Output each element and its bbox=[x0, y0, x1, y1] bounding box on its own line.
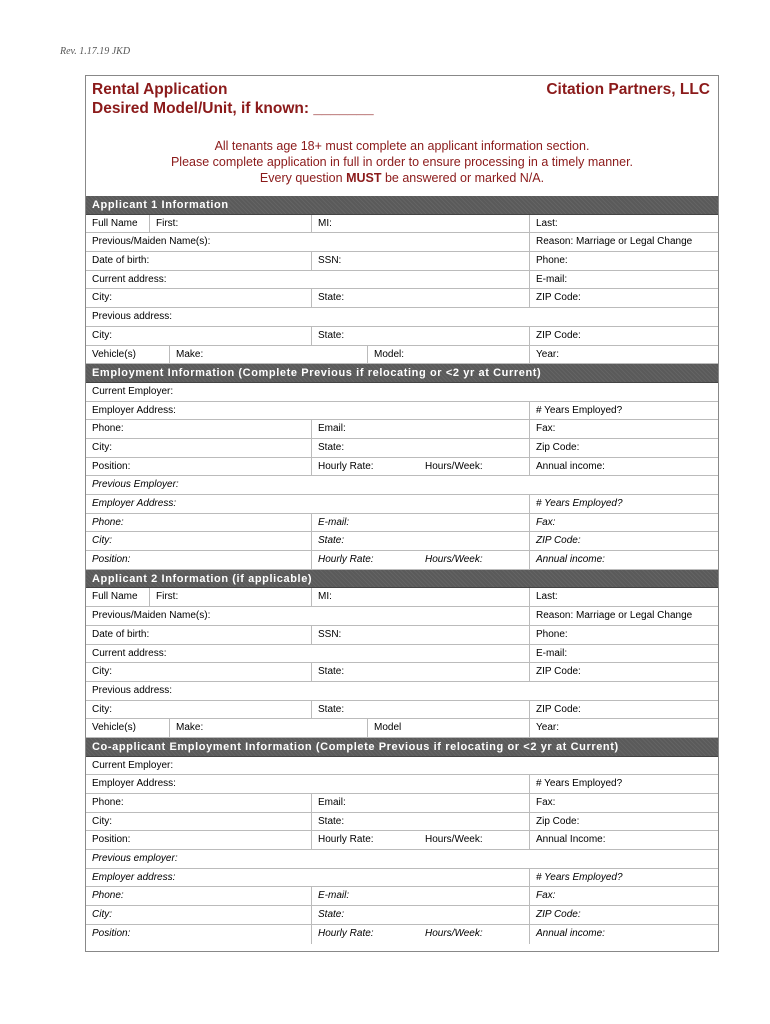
employer-phone-field[interactable]: Phone: bbox=[92, 423, 124, 435]
row-city-2 bbox=[86, 663, 718, 682]
current-employer-field[interactable]: Current Employer: bbox=[92, 385, 174, 397]
email-field[interactable]: E-mail: bbox=[529, 271, 567, 289]
current-address-field[interactable]: Current address: bbox=[92, 273, 167, 285]
co-employer-phone-field[interactable]: Phone: bbox=[92, 797, 124, 808]
previous-employer-address-field[interactable]: Employer Address: bbox=[92, 498, 177, 509]
zip-field-2[interactable]: ZIP Code: bbox=[529, 663, 581, 681]
row-current-address bbox=[86, 271, 718, 290]
row-co-previous-employer-city bbox=[86, 906, 718, 925]
co-previous-hourly-rate-field[interactable]: Hourly Rate: bbox=[311, 925, 374, 944]
must-emphasis: MUST bbox=[346, 171, 382, 185]
vehicle-model-field-2[interactable]: Model bbox=[367, 719, 401, 737]
section-header-applicant-2: Applicant 2 Information (if applicable) bbox=[86, 570, 718, 589]
row-vehicles bbox=[86, 346, 718, 365]
position-field[interactable]: Position: bbox=[92, 460, 131, 472]
name-change-reason-field[interactable]: Reason: Marriage or Legal Change bbox=[529, 233, 692, 251]
section-header-co-employment: Co-applicant Employment Information (Complete Previous if relocating or <2 yr at Current) bbox=[86, 738, 718, 757]
row-co-employer-city bbox=[86, 813, 718, 832]
previous-years-employed-field[interactable]: # Years Employed? bbox=[529, 495, 623, 513]
previous-zip-field-2[interactable]: ZIP Code: bbox=[529, 701, 581, 719]
row-previous-names bbox=[86, 233, 718, 252]
ssn-field[interactable]: SSN: bbox=[311, 252, 341, 270]
co-previous-employer-state-field[interactable]: State: bbox=[311, 906, 344, 924]
co-employer-city-field[interactable]: City: bbox=[92, 815, 112, 827]
co-previous-employer-email-field[interactable]: E-mail: bbox=[311, 887, 349, 905]
section-header-applicant-1: Applicant 1 Information bbox=[86, 196, 718, 215]
co-previous-employer-fax-field[interactable]: Fax: bbox=[529, 887, 555, 905]
row-previous-employer-phone bbox=[86, 514, 718, 533]
vehicles-label-2: Vehicle(s) bbox=[92, 722, 136, 734]
dob-field-2[interactable]: Date of birth: bbox=[92, 628, 150, 640]
instruction-line-2: Please complete application in full in order to ensure processing in a timely manner. bbox=[170, 155, 634, 169]
co-employer-zip-field[interactable]: Zip Code: bbox=[529, 813, 579, 831]
row-employer-phone bbox=[86, 420, 718, 439]
rental-application-form bbox=[85, 75, 719, 952]
previous-city-field[interactable]: City: bbox=[92, 329, 112, 341]
state-field[interactable]: State: bbox=[311, 289, 344, 307]
row-position bbox=[86, 458, 718, 477]
employer-zip-field[interactable]: Zip Code: bbox=[529, 439, 579, 457]
row-full-name bbox=[86, 215, 718, 234]
co-employer-email-field[interactable]: Email: bbox=[311, 794, 346, 812]
dob-field[interactable]: Date of birth: bbox=[92, 255, 150, 267]
hourly-rate-field[interactable]: Hourly Rate: bbox=[311, 458, 374, 476]
instructions bbox=[86, 138, 718, 186]
first-name-field[interactable]: First: bbox=[149, 215, 178, 233]
co-employer-address-field[interactable]: Employer Address: bbox=[92, 778, 176, 790]
co-current-employer-field[interactable]: Current Employer: bbox=[92, 759, 174, 771]
full-name-label: Full Name bbox=[92, 217, 138, 229]
previous-address-field[interactable]: Previous address: bbox=[92, 311, 173, 323]
instruction-line-1: All tenants age 18+ must complete an applicant information section. bbox=[214, 139, 590, 153]
vehicle-make-field-2[interactable]: Make: bbox=[169, 719, 203, 737]
previous-employer-zip-field[interactable]: ZIP Code: bbox=[529, 532, 581, 550]
revision-note: Rev. 1.17.19 JKD bbox=[60, 46, 131, 57]
previous-employer-field[interactable]: Previous Employer: bbox=[92, 479, 179, 491]
previous-city-field-2[interactable]: City: bbox=[92, 703, 112, 715]
desired-unit-line: Desired Model/Unit, if known: _______ bbox=[92, 100, 374, 117]
previous-employer-fax-field[interactable]: Fax: bbox=[529, 514, 555, 532]
ssn-field-2[interactable]: SSN: bbox=[311, 626, 341, 644]
co-previous-position-field[interactable]: Position: bbox=[92, 927, 131, 939]
co-annual-income-field[interactable]: Annual Income: bbox=[529, 831, 606, 849]
row-co-employer-phone bbox=[86, 794, 718, 813]
name-change-reason-field-2[interactable]: Reason: Marriage or Legal Change bbox=[529, 607, 692, 625]
employer-email-field[interactable]: Email: bbox=[311, 420, 346, 438]
row-previous-position bbox=[86, 551, 718, 570]
form-title bbox=[92, 80, 374, 118]
row-co-previous-employer-address bbox=[86, 869, 718, 888]
current-address-field-2[interactable]: Current address: bbox=[92, 647, 167, 659]
row-vehicles-2 bbox=[86, 719, 718, 738]
row-dob bbox=[86, 252, 718, 271]
co-position-field[interactable]: Position: bbox=[92, 834, 131, 846]
vehicle-model-field[interactable]: Model: bbox=[367, 346, 404, 364]
co-hourly-rate-field[interactable]: Hourly Rate: bbox=[311, 831, 374, 849]
state-field-2[interactable]: State: bbox=[311, 663, 344, 681]
row-previous-city-2 bbox=[86, 701, 718, 720]
employer-fax-field[interactable]: Fax: bbox=[529, 420, 555, 438]
section-header-employment: Employment Information (Complete Previous if relocating or <2 yr at Current) bbox=[86, 364, 718, 383]
row-previous-address-2 bbox=[86, 682, 718, 701]
row-previous-employer bbox=[86, 476, 718, 495]
row-previous-city bbox=[86, 327, 718, 346]
vehicles-label: Vehicle(s) bbox=[92, 348, 136, 360]
email-field-2[interactable]: E-mail: bbox=[529, 645, 567, 663]
co-previous-employer-zip-field[interactable]: ZIP Code: bbox=[529, 906, 581, 924]
middle-initial-field[interactable]: MI: bbox=[311, 215, 332, 233]
instruction-line-3: Every question MUST be answered or marked N/A. bbox=[259, 171, 545, 185]
previous-employer-state-field[interactable]: State: bbox=[311, 532, 344, 550]
row-employer-address bbox=[86, 402, 718, 421]
previous-state-field-2[interactable]: State: bbox=[311, 701, 344, 719]
previous-employer-email-field[interactable]: E-mail: bbox=[311, 514, 349, 532]
phone-field-2[interactable]: Phone: bbox=[529, 626, 568, 644]
vehicle-year-field-2[interactable]: Year: bbox=[529, 719, 559, 737]
co-employer-state-field[interactable]: State: bbox=[311, 813, 344, 831]
form-title-line: Rental Application bbox=[92, 81, 228, 98]
previous-hourly-rate-field[interactable]: Hourly Rate: bbox=[311, 551, 374, 569]
row-current-address-2 bbox=[86, 645, 718, 664]
zip-field[interactable]: ZIP Code: bbox=[529, 289, 581, 307]
full-name-label-2: Full Name bbox=[92, 591, 138, 603]
employer-address-field[interactable]: Employer Address: bbox=[92, 404, 176, 416]
row-previous-employer-city bbox=[86, 532, 718, 551]
previous-zip-field[interactable]: ZIP Code: bbox=[529, 327, 581, 345]
previous-names-field-2[interactable]: Previous/Maiden Name(s): bbox=[92, 610, 211, 622]
row-previous-address bbox=[86, 308, 718, 327]
employer-city-field[interactable]: City: bbox=[92, 441, 112, 453]
form-rows bbox=[86, 196, 718, 944]
co-previous-employer-address-field[interactable]: Employer address: bbox=[92, 871, 176, 883]
previous-employer-city-field[interactable]: City: bbox=[92, 535, 112, 547]
row-previous-employer-address bbox=[86, 495, 718, 514]
row-co-previous-employer bbox=[86, 850, 718, 869]
co-previous-hours-week-field[interactable]: Hours/Week: bbox=[425, 927, 483, 939]
phone-field[interactable]: Phone: bbox=[529, 252, 568, 270]
previous-address-field-2[interactable]: Previous address: bbox=[92, 684, 173, 696]
row-full-name-2 bbox=[86, 588, 718, 607]
row-current-employer bbox=[86, 383, 718, 402]
employer-state-field[interactable]: State: bbox=[311, 439, 344, 457]
row-co-employer-address bbox=[86, 775, 718, 794]
previous-employer-phone-field[interactable]: Phone: bbox=[92, 516, 124, 528]
co-previous-annual-income-field[interactable]: Annual income: bbox=[529, 925, 605, 944]
row-previous-names-2 bbox=[86, 607, 718, 626]
city-field[interactable]: City: bbox=[92, 292, 112, 304]
previous-hours-week-field[interactable]: Hours/Week: bbox=[425, 554, 483, 566]
row-co-position bbox=[86, 831, 718, 850]
vehicle-year-field[interactable]: Year: bbox=[529, 346, 559, 364]
row-co-current-employer bbox=[86, 757, 718, 776]
previous-names-field[interactable]: Previous/Maiden Name(s): bbox=[92, 236, 211, 248]
previous-annual-income-field[interactable]: Annual income: bbox=[529, 551, 605, 569]
co-years-employed-field[interactable]: # Years Employed? bbox=[529, 775, 622, 793]
last-name-field[interactable]: Last: bbox=[529, 215, 558, 233]
first-name-field-2[interactable]: First: bbox=[149, 588, 178, 606]
company-name: Citation Partners, LLC bbox=[546, 81, 710, 98]
row-co-previous-position bbox=[86, 925, 718, 944]
previous-state-field[interactable]: State: bbox=[311, 327, 344, 345]
years-employed-field[interactable]: # Years Employed? bbox=[529, 402, 622, 420]
annual-income-field[interactable]: Annual income: bbox=[529, 458, 605, 476]
previous-position-field[interactable]: Position: bbox=[92, 554, 131, 566]
co-previous-employer-city-field[interactable]: City: bbox=[92, 909, 112, 921]
co-previous-years-employed-field[interactable]: # Years Employed? bbox=[529, 869, 623, 887]
hours-week-field[interactable]: Hours/Week: bbox=[425, 460, 483, 472]
co-previous-employer-field[interactable]: Previous employer: bbox=[92, 853, 178, 865]
middle-initial-field-2[interactable]: MI: bbox=[311, 588, 332, 606]
vehicle-make-field[interactable]: Make: bbox=[169, 346, 203, 364]
last-name-field-2[interactable]: Last: bbox=[529, 588, 558, 606]
co-hours-week-field[interactable]: Hours/Week: bbox=[425, 834, 483, 846]
row-co-previous-employer-phone bbox=[86, 887, 718, 906]
city-field-2[interactable]: City: bbox=[92, 666, 112, 678]
co-employer-fax-field[interactable]: Fax: bbox=[529, 794, 555, 812]
row-city bbox=[86, 289, 718, 308]
row-employer-city bbox=[86, 439, 718, 458]
row-dob-2 bbox=[86, 626, 718, 645]
co-previous-employer-phone-field[interactable]: Phone: bbox=[92, 890, 124, 902]
